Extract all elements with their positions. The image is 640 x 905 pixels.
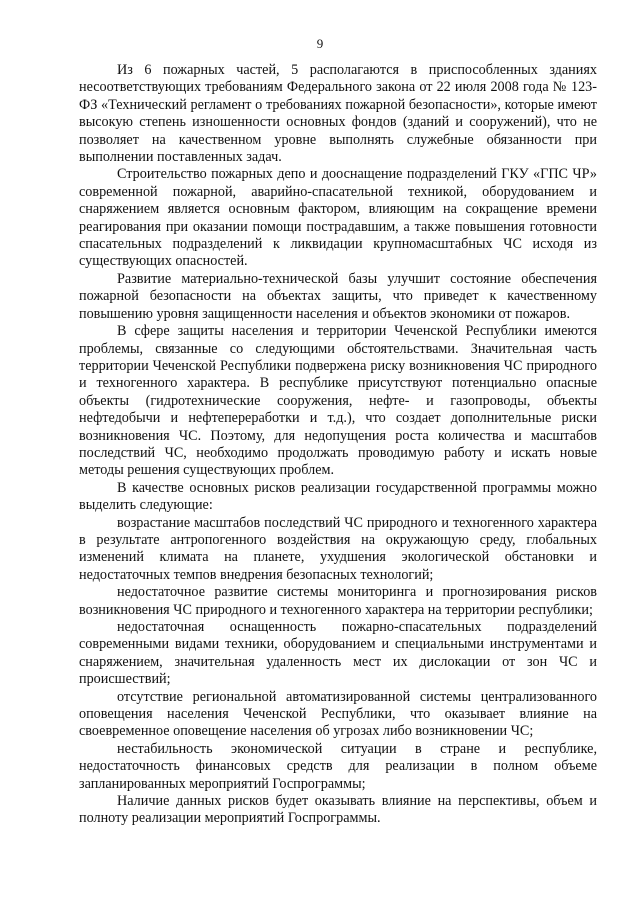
paragraph-risks-intro: В качестве основных рисков реализации государственной программы можно выделить следующие: (79, 479, 597, 514)
risk-item-economic: нестабильность экономической ситуации в стране и республике, недостаточность финансовых средств для реализации в полном объеме запланированных мероприятий Госпрограммы; (79, 740, 597, 792)
risk-item-warning-system: отсутствие региональной автоматизированной системы централизованного оповещения населения Чеченской Республики, что оказывает влияние на своевременное оповещение населения об угрозах либо возникновении ЧС; (79, 688, 597, 740)
paragraph-population-protection: В сфере защиты населения и территории Чеченской Республики имеются проблемы, связанные со следующими обстоятельствами. Значительная часть территории Чеченской Республики подвержена риску возникновения ЧС природного и техногенного характера. В республике присутствуют потенциально опасные объекты (гидротехнические сооружения, нефте- и газопроводы, объекты нефтедобычи и нефтепереработки и т.д.), что создает дополнительные риски возникновения ЧС. Поэтому, для недопущения роста количества и масштабов последствий ЧС, необходимо продолжать проводимую работу и искать новые методы решения существующих проблем. (79, 323, 597, 479)
risk-item-monitoring: недостаточное развитие системы мониторинга и прогнозирования рисков возникновения ЧС природного и техногенного характера на территории республики; (79, 584, 597, 618)
paragraph-material-base: Развитие материально-технической базы улучшит состояние обеспечения пожарной безопасности на объектах защиты, что приведет к качественному повышению уровня защищенности населения и объектов экономики от пожаров. (79, 270, 597, 322)
paragraph-fire-stations: Из 6 пожарных частей, 5 располагаются в приспособленных зданиях несоответствующих требованиям Федерального закона от 22 июля 2008 года № 123-ФЗ «Технический регламент о требованиях пожарной безопасности», которые имеют высокую степень изношенности основных фондов (зданий и сооружений), что не позволяет на качественном уровне выполнять служебные обязанности при выполнении поставленных задач. (79, 62, 597, 166)
risk-item-consequences: возрастание масштабов последствий ЧС природного и техногенного характера в результате антропогенного воздействия на окружающую среду, глобальных изменений климата на планете, ухудшения экологической обстановки и недостаточных темпов внедрения безопасных технологий; (79, 514, 597, 583)
paragraph-conclusion: Наличие данных рисков будет оказывать влияние на перспективы, объем и полноту реализации мероприятий Госпрограммы. (79, 793, 597, 827)
risk-item-equipment: недостаточная оснащенность пожарно-спасательных подразделений современными видами техники, оборудованием и специальными инструментами и снаряжением, значительная удаленность мест их дислокации от зон ЧС и происшествий; (79, 619, 597, 688)
document-body (79, 62, 597, 828)
paragraph-depot-construction: Строительство пожарных депо и дооснащение подразделений ГКУ «ГПС ЧР» современной пожарной, аварийно-спасательной техникой, оборудованием и снаряжением является основным фактором, влияющим на сокращение времени реагирования при оказании помощи пострадавшим, а также повышения готовности спасательных подразделений к ликвидации крупномасштабных ЧС исходя из существующих опасностей. (79, 166, 597, 270)
page-number: 9 (316, 36, 324, 51)
